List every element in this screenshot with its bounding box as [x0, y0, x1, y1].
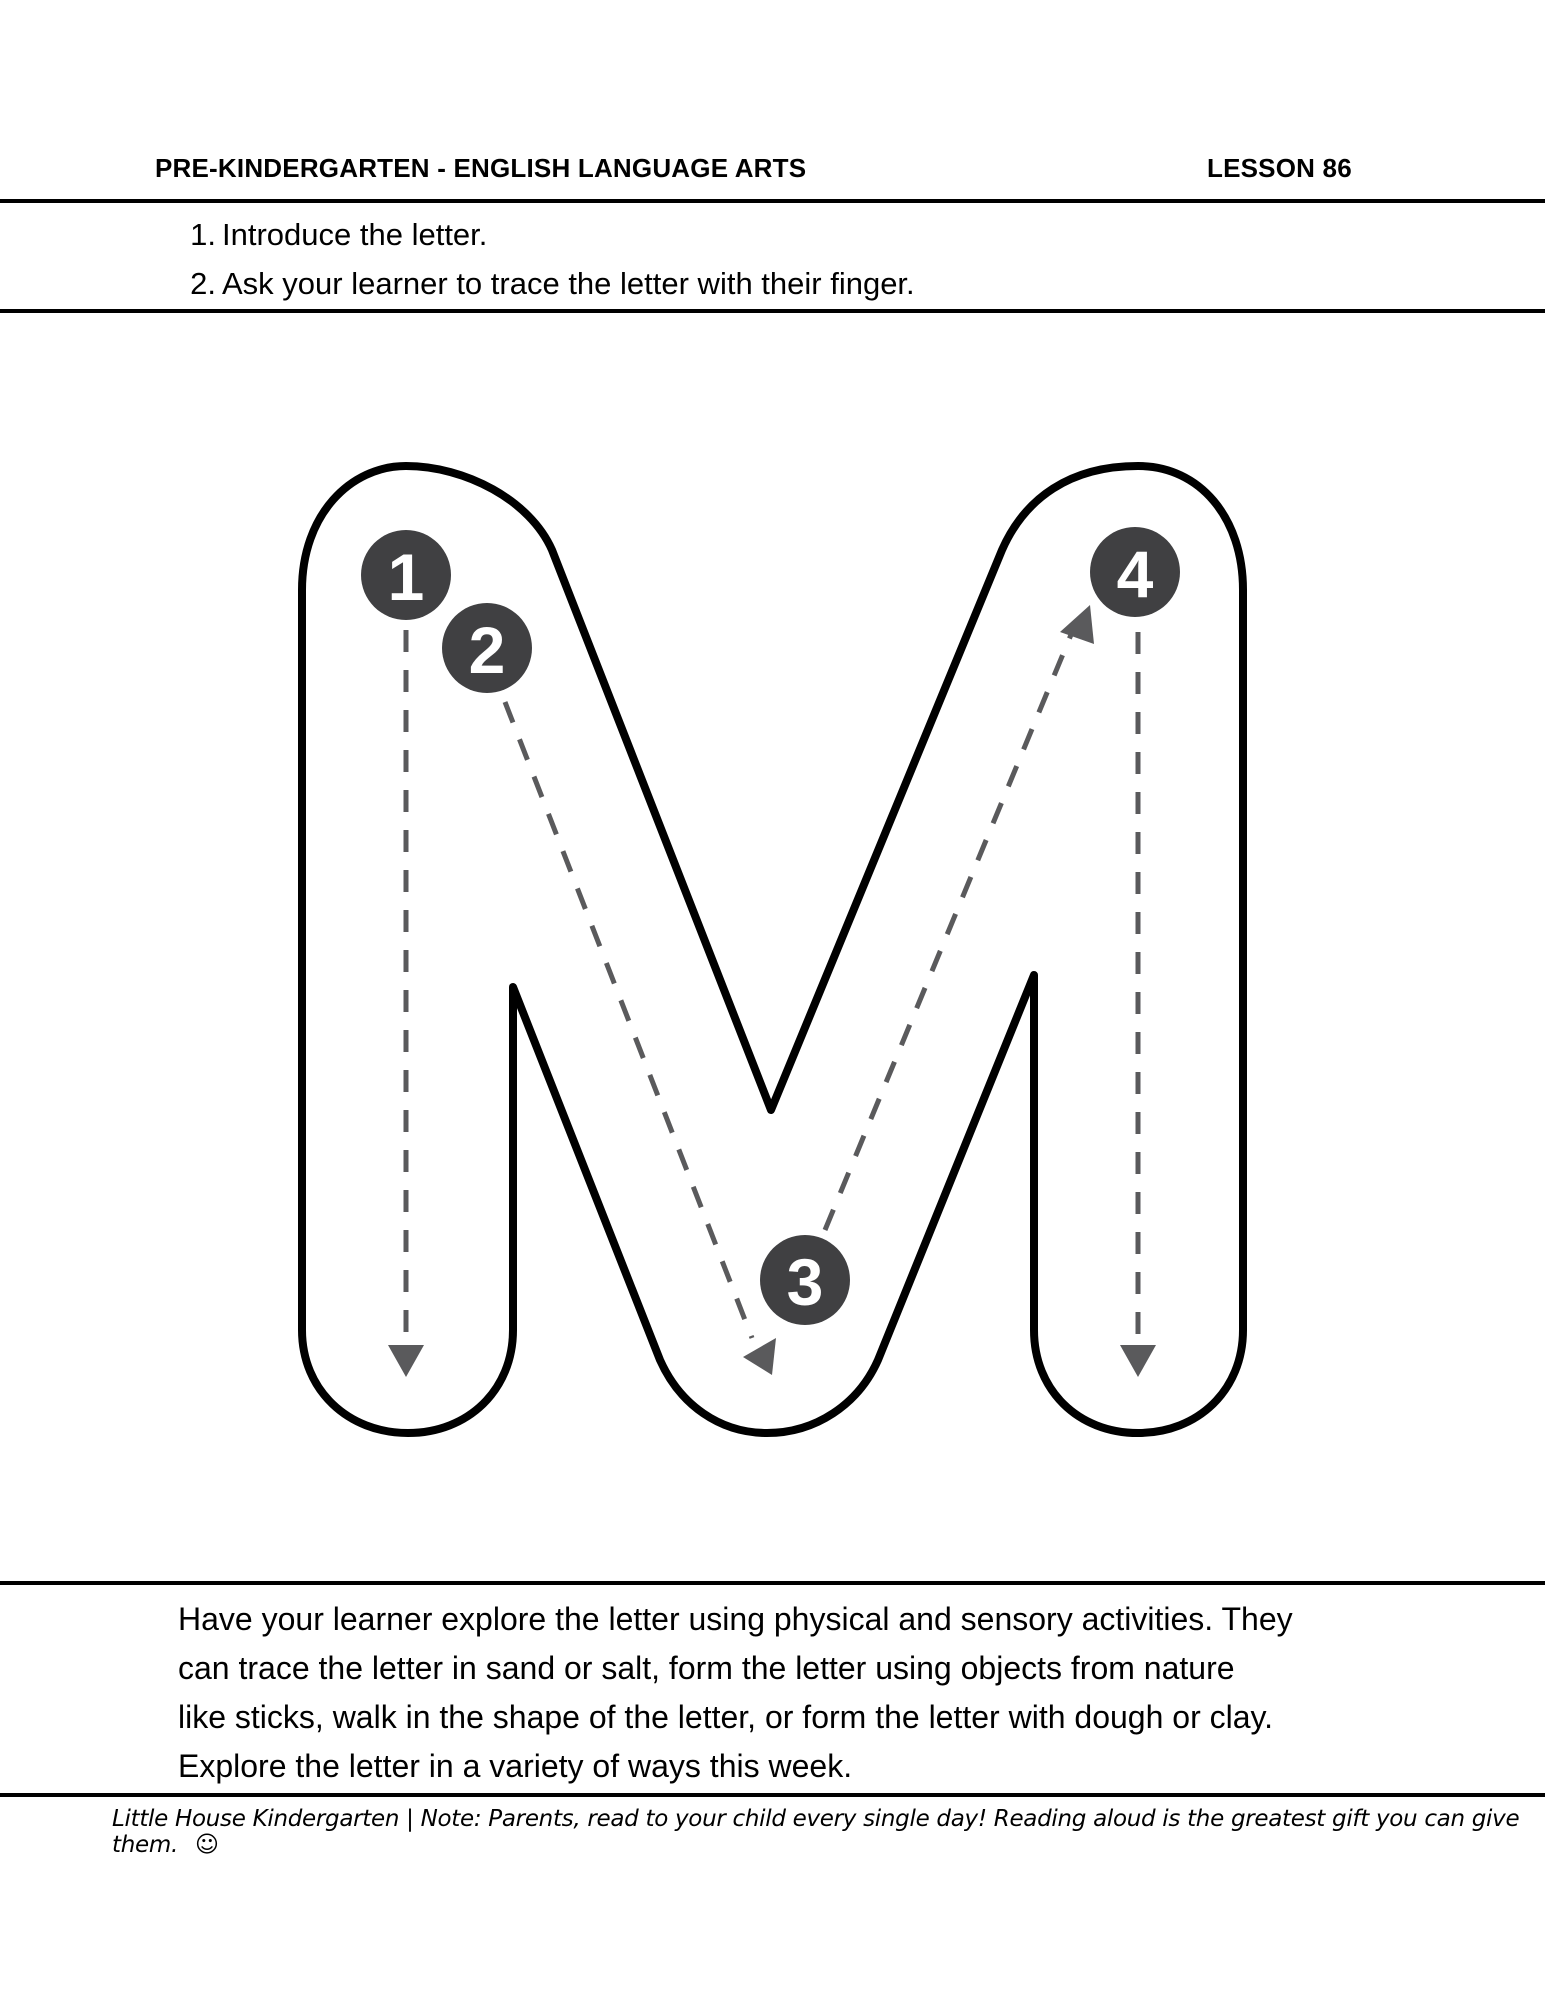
lesson-label: LESSON 86	[1207, 153, 1352, 183]
activity-line: Have your learner explore the letter using physical and sensory activities. They	[178, 1601, 1293, 1637]
course-title: PRE-KINDERGARTEN - ENGLISH LANGUAGE ARTS	[155, 153, 807, 183]
activity-paragraph	[178, 1595, 1418, 1791]
instruction-number: 1.	[190, 217, 216, 252]
badge-number: 2	[468, 613, 506, 687]
instruction-number: 2.	[190, 266, 216, 301]
badge-number: 1	[387, 540, 425, 614]
activity-top-divider	[0, 1581, 1545, 1585]
instruction-text: Ask your learner to trace the letter with their finger.	[222, 266, 915, 301]
activity-bottom-divider	[0, 1793, 1545, 1797]
activity-line: like sticks, walk in the shape of the letter, or form the letter with dough or clay.	[178, 1699, 1274, 1735]
stroke-badge-4	[1090, 527, 1180, 617]
smiley-icon: ☺	[194, 1832, 219, 1858]
stroke-badge-3	[760, 1235, 850, 1325]
footer-text: Little House Kindergarten | Note: Parents, read to your child every single day! Reading aloud is the greatest gift you can give them.	[112, 1806, 1520, 1858]
activity-line: Explore the letter in a variety of ways this week.	[178, 1748, 853, 1784]
badge-number: 4	[1116, 537, 1154, 611]
footer-note	[112, 1806, 1545, 1858]
stroke-badge-1	[361, 530, 451, 620]
instruction-text: Introduce the letter.	[222, 217, 488, 252]
badge-number: 3	[786, 1245, 824, 1319]
activity-line: can trace the letter in sand or salt, form the letter using objects from nature	[178, 1650, 1235, 1686]
stroke-badge-2	[442, 603, 532, 693]
